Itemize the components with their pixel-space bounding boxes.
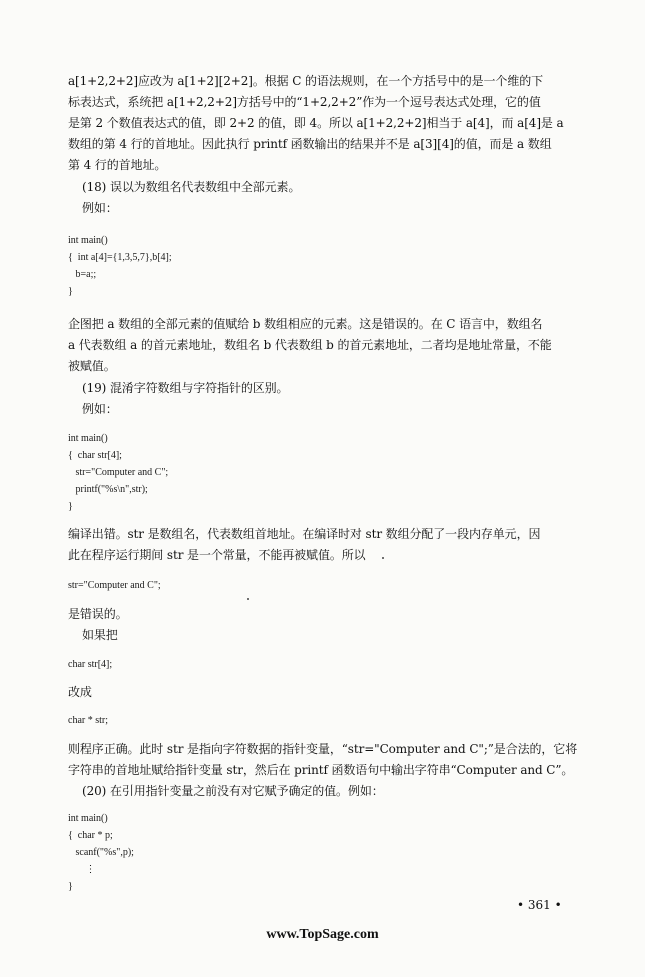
example-label: 例如： (82, 201, 118, 215)
paragraph-line: 被赋值。 (68, 359, 116, 373)
paragraph-line: 则程序正确。此时 str 是指向字符数据的指针变量，“str="Computer and C";”是合法的，它将 (68, 742, 578, 756)
example-label: 例如： (82, 402, 118, 416)
code-line: } (68, 501, 73, 512)
code-line: { int a[4]={1,3,5,7},b[4]; (68, 252, 172, 263)
paragraph-line: 此在程序运行期间 str 是一个常量，不能再被赋值。所以 (68, 548, 366, 562)
scan-speck (382, 557, 384, 559)
paragraph-line: a[1+2,2+2]应改为 a[1+2][2+2]。根据 C 的语法规则，在一个方括号中的是一个维的下 (68, 74, 544, 88)
code-line: int main() (68, 813, 108, 824)
paragraph-line: 数组的第 4 行的首地址。因此执行 printf 函数输出的结果并不是 a[3][4]的值，而是 a 数组 (68, 137, 552, 151)
code-line: printf("%s\n",str); (68, 484, 148, 495)
paragraph-line: 企图把 a 数组的全部元素的值赋给 b 数组相应的元素。这是错误的。在 C 语言中，数组名 (68, 317, 543, 331)
code-line: char str[4]; (68, 659, 113, 670)
code-line: int main() (68, 235, 108, 246)
code-line: int main() (68, 433, 108, 444)
paragraph-line: 标表达式，系统把 a[1+2,2+2]方括号中的“1+2,2+2”作为一个逗号表达式处理，它的值 (68, 95, 541, 109)
section-heading-19: (19) 混淆字符数组与字符指针的区别。 (82, 381, 289, 395)
code-line: char * str; (68, 715, 108, 726)
footer-url: www.TopSage.com (266, 927, 379, 942)
paragraph-line: 改成 (68, 685, 92, 699)
paragraph-line: 字符串的首地址赋给指针变量 str，然后在 printf 函数语句中输出字符串“Computer and C”。 (68, 763, 574, 777)
paragraph-line: 编译出错。str 是数组名，代表数组首地址。在编译时对 str 数组分配了一段内存单元，因 (68, 527, 541, 541)
code-line: b=a;; (68, 269, 97, 280)
section-heading-20: (20) 在引用指针变量之前没有对它赋予确定的值。例如： (82, 784, 384, 798)
code-line: } (68, 286, 73, 297)
scan-speck (247, 598, 249, 600)
code-line: { char str[4]; (68, 450, 122, 461)
paragraph-line: a 代表数组 a 的首元素地址，数组名 b 代表数组 b 的首元素地址，二者均是地址常量，不能 (68, 338, 552, 352)
code-ellipsis: ⋮ (68, 864, 96, 875)
paragraph-line: 第 4 行的首地址。 (68, 158, 167, 172)
code-line: str="Computer and C"; (68, 580, 161, 591)
code-line: } (68, 881, 73, 892)
paragraph-line: 如果把 (82, 628, 118, 642)
code-line: scanf("%s",p); (68, 847, 134, 858)
paragraph-line: 是错误的。 (68, 607, 128, 621)
code-line: str="Computer and C"; (68, 467, 169, 478)
page-number: • 361 • (517, 898, 562, 912)
code-line: { char * p; (68, 830, 113, 841)
section-heading-18: (18) 误以为数组名代表数组中全部元素。 (82, 180, 301, 194)
paragraph-line: 是第 2 个数值表达式的值，即 2+2 的值，即 4。所以 a[1+2,2+2]相当于 a[4]，而 a[4]是 a (68, 116, 564, 130)
